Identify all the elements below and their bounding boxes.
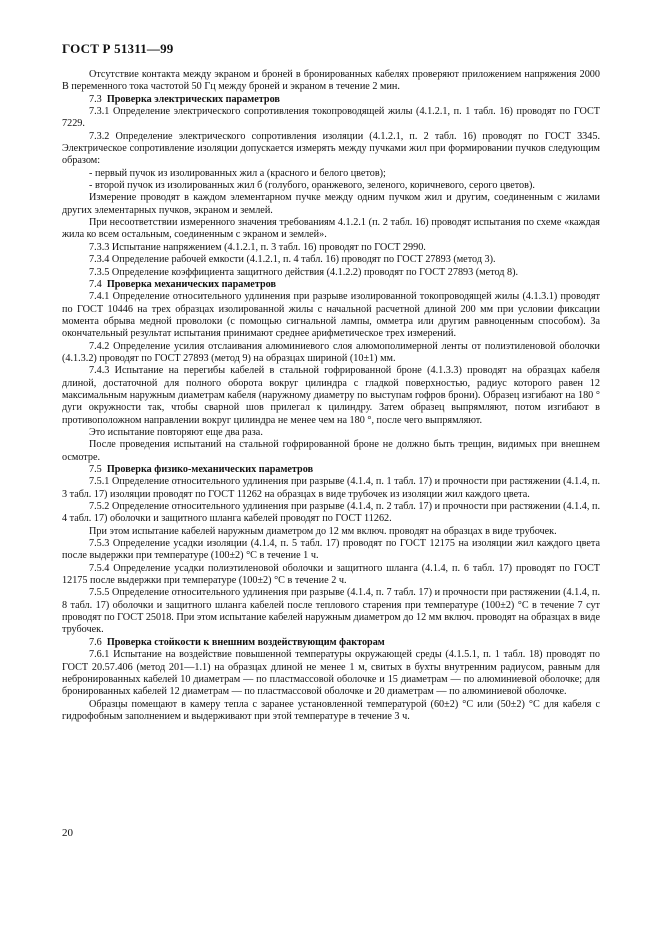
body-paragraph: При этом испытание кабелей наружным диаметром до 12 мм включ. проводят на образцах в виде трубочек.: [89, 525, 557, 537]
body-paragraph: 7.3.3 Испытание напряжением (4.1.2.1, п. 3 табл. 16) проводят по ГОСТ 2990.: [89, 241, 426, 253]
body-paragraph: 7.5.4 Определение усадки полиэтиленовой оболочки и защитного шланга (4.1.4, п. 6 табл. 17) проводят по ГОСТ 12175 после выдержки при температуре (100±2) °С в течение 2 ч.: [62, 562, 600, 587]
section-heading: [62, 279, 600, 291]
body-paragraph: Образцы помещают в камеру тепла с заранее установленной температурой (60±2) °С или (50±2) °С для кабеля с гидрофобным заполнением и выдерживают при этой температуре в течение 3 ч.: [62, 698, 600, 722]
body-paragraph: 7.3.1 Определение электрического сопротивления токопроводящей жилы (4.1.2.1, п. 1 табл. 16) проводят по ГОСТ 7229.: [62, 106, 600, 130]
body-paragraph: 7.4.1 Определение относительного удлинения при разрыве изолированной токопроводящей жилы (4.1.3.1) проводят по ГОСТ 10446 на трех образцах изолированной жилы с начальной расчетной длиной 200 мм при условии фиксации момента обрыва медной проволоки (с помощью сигнальной лампы, омметра или другим равноценным способом). За окончательный результат испытания принимают среднее арифметическое трех измерений.: [62, 291, 600, 340]
body-paragraph: После проведения испытаний на стальной гофрированной броне не должно быть трещин, видимых при внешнем осмотре.: [62, 439, 600, 463]
section-number: 7.3: [89, 93, 102, 105]
section-heading: [62, 464, 600, 476]
page-number: 20: [62, 827, 73, 839]
body-paragraph: 7.5.5 Определение относительного удлинения при разрыве (4.1.4, п. 7 табл. 17) и прочности при растяжении (4.1.4, п. 8 табл. 17) оболочки и защитного шланга кабелей после теплового старения при температуре (100±2) °С в течение 7 сут проводят по ГОСТ 25018. При этом испытание кабелей наружным диаметром до 12 мм включ. проводят на образцах в виде трубочек.: [62, 587, 600, 636]
body-paragraph: Это испытание повторяют еще два раза.: [89, 426, 263, 438]
body-paragraph: 7.4.2 Определение усилия отслаивания алюминиевого слоя алюмополимерной ленты от полиэтиленовой оболочки (4.1.3.2) проводят по ГОСТ 27893 (метод 9) на образцах шириной (10±1) мм.: [62, 340, 600, 364]
body-paragraph: - второй пучок из изолированных жил б (голубого, оранжевого, зеленого, коричневого, серого цветов).: [89, 180, 535, 192]
body-paragraph: 7.5.1 Определение относительного удлинения при разрыве (4.1.4, п. 1 табл. 17) и прочности при растяжении (4.1.4, п. 3 табл. 17) изоляции проводят по ГОСТ 11262 на образцах в виде трубочек из изоляции жил каждого цвета.: [62, 476, 600, 500]
section-number: 7.5: [89, 464, 102, 475]
section-title: Проверка стойкости к внешним воздействующим факторам: [106, 636, 385, 648]
body-paragraph: При несоответствии измеренного значения требованиям 4.1.2.1 (п. 2 табл. 16) проводят испытания по схеме «каждая жила ко всем остальным, соединенным с экраном и землей».: [62, 217, 600, 241]
body-paragraph: Отсутствие контакта между экраном и броней в бронированных кабелях проверяют приложением напряжения 2000 В переменного тока частотой 50 Гц между броней и экраном в течение 2 мин.: [62, 69, 600, 93]
body-paragraph: 7.6.1 Испытание на воздействие повышенной температуры окружающей среды (4.1.5.1, п. 1 табл. 18) проводят по ГОСТ 20.57.406 (метод 201—1.1) на образцах длиной не менее 1 м, свитых в бухты внутренним радиусом, равным для небронированных кабелей 10 диаметрам — по пластмассовой оболочке и 15 диаметрам — по алюминиевой оболочке; для бронированных кабелей 12 диаметрам — по пластмассовой оболочке и 20 диаметрам — по алюминиевой оболочке.: [62, 649, 600, 698]
document-body: [62, 69, 600, 723]
section-title: Проверка механических параметров: [106, 278, 276, 290]
section-number: 7.4: [89, 278, 102, 290]
section-title: Проверка электрических параметров: [106, 93, 280, 105]
standard-header: ГОСТ Р 51311—99: [62, 41, 174, 56]
body-paragraph: 7.4.3 Испытание на перегибы кабелей в стальной гофрированной броне (4.1.3.3) проводят на образцах кабеля длиной, достаточной для полного оборота вокруг цилиндра с гладкой поверхностью, радиус которого равен 12 максимальным наружным диаметрам кабеля (наружному диаметру по выступам гофров брони). Образец изгибают на 180 ° дуги окружности так, чтобы сварной шов прилегал к цилиндру. Затем образец выпрямляют, потом изгибают в противоположном направлении вокруг цилиндра не менее чем на 180 °, после чего выпрямляют.: [62, 365, 600, 426]
body-paragraph: 7.3.5 Определение коэффициента защитного действия (4.1.2.2) проводят по ГОСТ 27893 (метод 8).: [89, 266, 519, 278]
section-number: 7.6: [89, 636, 102, 648]
body-paragraph: Измерение проводят в каждом элементарном пучке между одним пучком жил и другим, соединенным с жилами других элементарных пучков, экраном и землей.: [62, 192, 600, 216]
body-paragraph: 7.3.2 Определение электрического сопротивления изоляции (4.1.2.1, п. 2 табл. 16) проводят по ГОСТ 3345. Электрическое сопротивление изоляции допускается измерять между пучками жил при формировании пучков следующим образом:: [62, 130, 600, 167]
body-paragraph: - первый пучок из изолированных жил а (красного и белого цветов);: [89, 167, 386, 179]
body-paragraph: 7.5.2 Определение относительного удлинения при разрыве (4.1.4, п. 2 табл. 17) и прочности при растяжении (4.1.4, п. 4 табл. 17) оболочки и защитного шланга кабелей проводят по ГОСТ 11262.: [62, 501, 600, 525]
section-heading: [62, 637, 600, 649]
body-paragraph: 7.3.4 Определение рабочей емкости (4.1.2.1, п. 4 табл. 16) проводят по ГОСТ 27893 (метод 3).: [89, 254, 496, 266]
body-paragraph: 7.5.3 Определение усадки изоляции (4.1.4, п. 5 табл. 17) проводят по ГОСТ 12175 на изоляции жил каждого цвета после выдержки при температуре (100±2) °С в течение 1 ч.: [62, 538, 600, 562]
section-heading: [62, 94, 600, 106]
section-title: Проверка физико-механических параметров: [106, 464, 314, 475]
